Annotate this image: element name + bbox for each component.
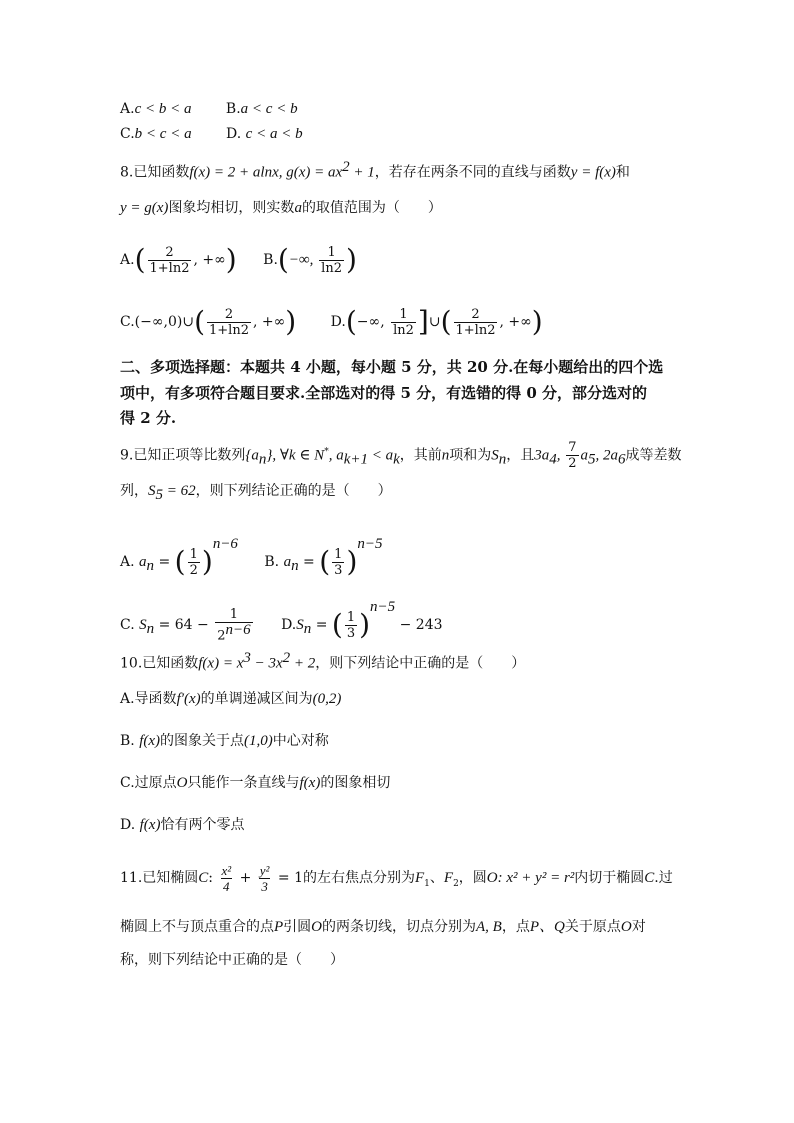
q9-option-d: $D.S_n$ = ( $\frac{1}{3}$ )$^{n-5}$ − 243 [281, 599, 443, 641]
q8-option-d: D.(−∞, $\frac{1}{\ln 2}$ ]∪( $\frac{2}{1+\ln 2}$ , +∞) [330, 305, 543, 338]
section2-heading-line1: 二、多项选择题：本题共 4 小题，每小题 5 分，共 20 分.在每小题给出的四个选 [120, 358, 664, 376]
q10-option-d: D. f(x)恰有两个零点 [120, 817, 245, 833]
q8-option-b: B.(−∞, $\frac{1}{\ln 2}$ ) [263, 243, 357, 276]
q10-option-a: A.导函数f′(x)的单调递减区间为(0,2) [120, 691, 342, 707]
q7-options-row2 [120, 124, 303, 144]
q11-stem-line3: 称，则下列结论中正确的是（ ） [120, 952, 344, 968]
q7-option-b: B.a < c < b [225, 101, 298, 117]
q8-stem-line1: 8.已知函数f(x) = 2 + alnx, $g(x) = ax^2 + 1$，若存在两条不同的直线与函数y = f(x)和 [120, 159, 630, 181]
q11-stem-line2: 椭圆上不与顶点重合的点P引圆O的两条切线，切点分别为A, B，点P、Q关于原点O对 [120, 919, 646, 935]
q10-stem: 10.已知函数$f(x) = x^3 - 3x^2 + 2$，则下列结论中正确的是（ ） [120, 650, 526, 672]
q8-option-c: C.(−∞,0)∪( $\frac{2}{1+\ln 2}$ , +∞) [120, 305, 297, 338]
q7-options-row1 [120, 99, 298, 119]
section2-heading-line3: 得 2 分. [120, 409, 177, 427]
q10-option-b: B. f(x)的图象关于点(1,0)中心对称 [120, 733, 329, 749]
section2-heading-line2: 项中，有多项符合题目要求.全部选对的得 5 分，有选错的得 0 分，部分选对的 [120, 384, 647, 402]
q7-option-c: C.b < c < a [120, 126, 192, 142]
q8-options-ab [120, 240, 357, 280]
q10-option-c: C.过原点O只能作一条直线与f(x)的图象相切 [120, 775, 391, 791]
q9-options-cd [120, 587, 443, 649]
q9-option-b: B. $a_n$ = ( $\frac{1}{3}$ )$^{n-5}$ [264, 536, 383, 578]
q11-stem-line1: 11.已知椭圆C: $\frac{\text{x²}}{4}$ + $\frac{\text{y²}}{3}$ = 1的左右焦点分别为$F_1$、$F_2$，圆O: x² + y² = r²内切于椭圆C.过 [120, 862, 673, 894]
q7-option-d: D. c < a < b [226, 126, 303, 142]
q9-stem-line1: 9.已知正项等比数列$\{a_n\}$, ∀k ∈ N*, $a_{k+1} < a_k$，其前n项和为$S_n$，且$3a_4$, $\frac{7}{2}$ $a_5$, $2a_6$成等差数 [120, 440, 682, 472]
q9-options-ab [120, 524, 383, 586]
q8-option-a: A.( $\frac{2}{1+\ln 2}$ , +∞) [120, 243, 237, 276]
q9-option-a: A. $a_n$ = ( $\frac{1}{2}$ )$^{n-6}$ [120, 536, 238, 578]
q8-stem-line2: y = g(x)图象均相切，则实数a的取值范围为（ ） [120, 200, 442, 216]
q7-option-a: A.c < b < a [120, 101, 192, 117]
q9-stem-line2: 列，$S_5 = 62$，则下列结论正确的是（ ） [120, 483, 392, 503]
q9-option-c: C. $S_n = 64$ − $\frac{1}{2^{n-6}}$ [120, 606, 251, 644]
q8-options-cd [120, 302, 543, 342]
